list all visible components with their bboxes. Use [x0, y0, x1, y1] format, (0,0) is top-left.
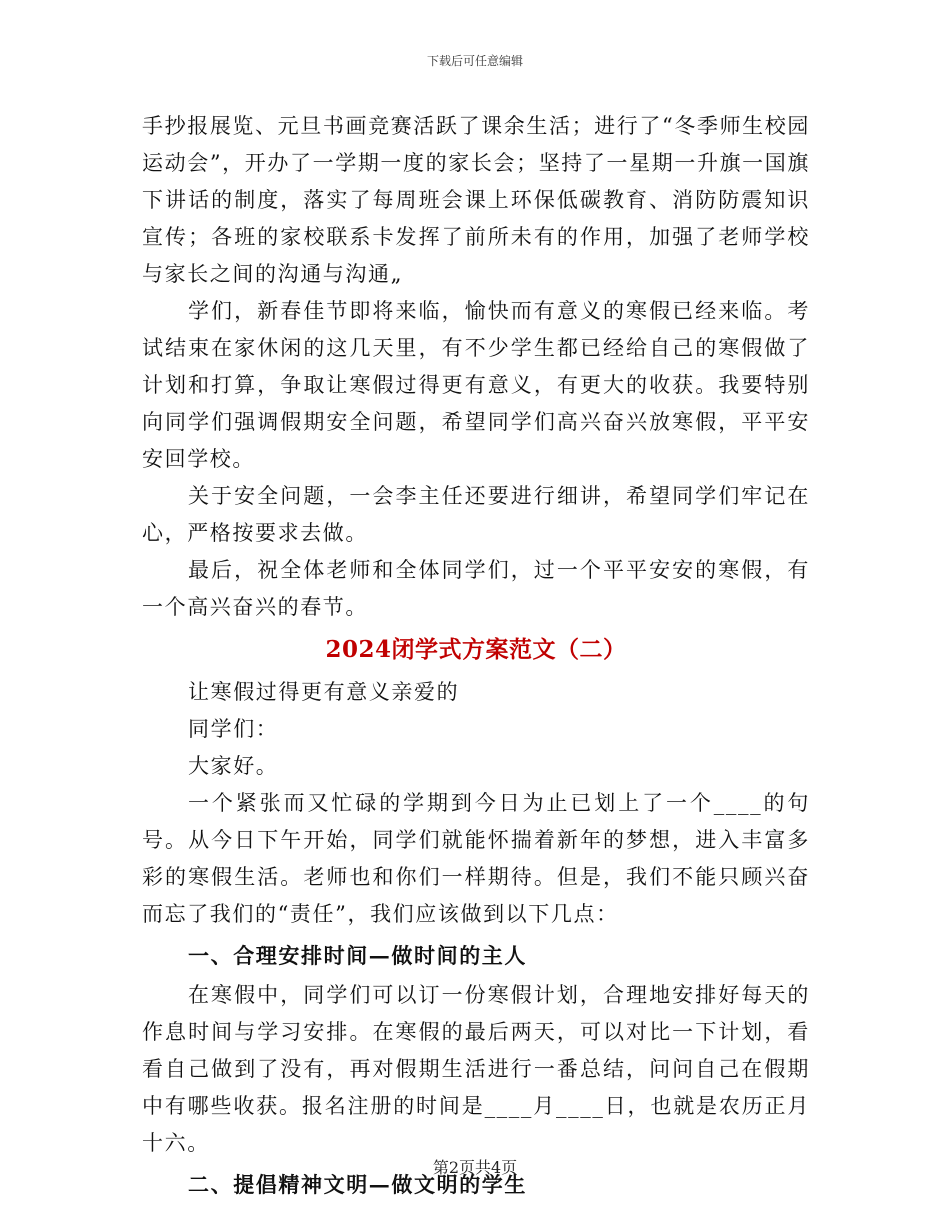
section-title: 2024闭学式方案范文（二） [325, 636, 627, 663]
subheading-time-management: 一、合理安排时间—做时间的主人 [188, 943, 527, 968]
paragraph-activities: 手抄报展览、元旦书画竞赛活跃了课余生活；进行了“冬季师生校园运动会”，开办了一学期一度的家长会；坚持了一星期一升旗一国旗下讲话的制度，落实了每周班会课上环保低碳教育、消防防震知识宣传；各班的家校联系卡发挥了前所未有的作用，加强了老师学校与家长之间的沟通与沟通„ [142, 114, 810, 286]
paragraph-closing-wishes: 最后，祝全体老师和全体同学们，过一个平平安安的寒假，有一个高兴奋兴的春节。 [142, 558, 810, 619]
paragraph-time-plan: 在寒假中，同学们可以订一份寒假计划，合理地安排好每天的作息时间与学习安排。在寒假的最后两天，可以对比一下计划，看看自己做到了没有，再对假期生活进行一番总结，问问自己在假期中有哪些收获。报名注册的时间是____月____日，也就是农历正月十六。 [142, 983, 810, 1155]
subheading-civility: 二、提倡精神文明—做文明的学生 [188, 1172, 527, 1197]
paragraph-salutation: 同学们： [188, 717, 279, 741]
page-number: 第2页共4页 [432, 1158, 518, 1177]
document-body [142, 108, 810, 1206]
paragraph-winter-break: 学们，新春佳节即将来临，愉快而有意义的寒假已经来临。考试结束在家休闲的这几天里，有不少学生都已经给自己的寒假做了计划和打算，争取让寒假过得更有意义，有更大的收获。我要特别向同学们强调假期安全问题，希望同学们高兴奋兴放寒假，平平安安回学校。 [142, 299, 810, 471]
paragraph-semester-end: 一个紧张而又忙碌的学期到今日为止已划上了一个____的句号。从今日下午开始，同学们就能怀揣着新年的梦想，进入丰富多彩的寒假生活。老师也和你们一样期待。但是，我们不能只顾兴奋而忘了我们的“责任”，我们应该做到以下几点： [142, 791, 810, 926]
page-header: 下载后可任意编辑 [426, 54, 523, 68]
paragraph-safety: 关于安全问题，一会李主任还要进行细讲，希望同学们牢记在心，严格按要求去做。 [142, 484, 810, 545]
paragraph-greeting: 大家好。 [188, 754, 279, 778]
paragraph-intro: 让寒假过得更有意义亲爱的 [188, 680, 460, 704]
